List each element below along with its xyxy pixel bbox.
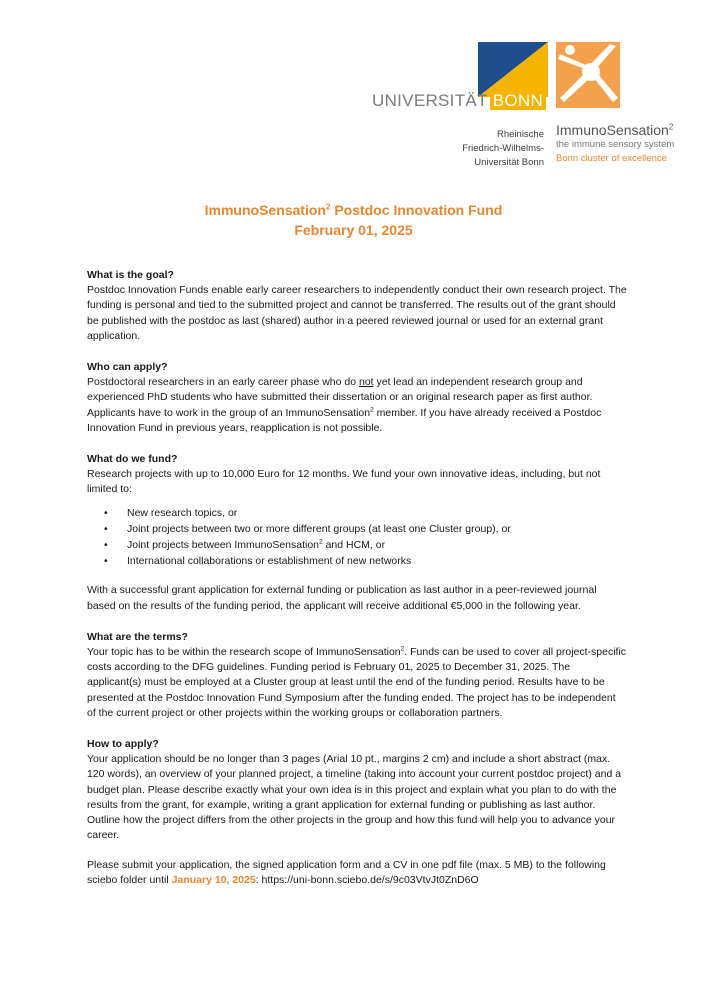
immunosensation-logo-icon [556,42,620,108]
cluster-name [556,122,706,138]
university-name-main: UNIVERSITÄT [372,91,488,110]
address-line: Friedrich-Wilhelms- [462,143,544,154]
university-wordmark [372,91,546,111]
document-title-block [0,200,707,240]
university-address [440,128,544,170]
title-sup: 2 [326,202,331,212]
title-prefix: ImmunoSensation [204,202,326,218]
section-text: Your application should be no longer than 3 pages (Arial 10 pt., margins 2 cm) and include a short abstract (max. 120 words), an overview of your planned project, a timeline (taking into account your current postdoc project) and a budget plan. Please describe exactly what your own idea is in this project and explain what you plan to do with the results from the grant, for example, writing a grant application for external funding or publishing as last author. Outline how the project differs from the other projects in the group and how this fund will help you to advance your career. [87,753,622,842]
sciebo-link[interactable]: https://uni-bonn.sciebo.de/s/9c03VtvJt0ZnD6O [261,873,479,886]
section-who-can-apply [87,360,627,436]
section-what-we-fund [87,452,627,614]
university-name-city: BONN [490,91,546,110]
superscript: 2 [370,406,374,414]
funding-bullet-list [87,506,627,570]
deadline-date: January 10, 2025 [171,873,256,886]
document-title [0,200,707,220]
section-goal [87,268,627,344]
underlined-word: not [358,376,374,389]
cluster-name-text: ImmunoSensation [556,122,669,138]
text-run: . Funds can be used to cover all project-specific costs according to the DFG guidelines. Funding period is February 01, 2025 to December 31, 2025. The applicant(s) must be employed at a Cluster group at least until the end of the funding period. Results have to be presented at the Postdoc Innovation Fund Symposium after the funding ended. The project has to be independent of the current project or other projects within the working groups or collaboration partners. [87,646,627,719]
section-text: Postdoc Innovation Funds enable early career researchers to independently conduct their own research project. The funding is personal and tied to the submitted project and cannot be transferred. The results out of the grant should be published with the postdoc as last (shared) author in a peered reviewed journal or used for an external grant application. [87,284,627,342]
cluster-excellence: Bonn cluster of excellence [556,153,667,164]
text-run: : [255,873,262,886]
document-body [87,268,627,904]
section-text: With a successful grant application for external funding or publication as last author in a peer-reviewed journal based on the results of the funding period, the applicant will receive additional €5,000 in the following year. [87,584,597,612]
cluster-name-sup: 2 [668,122,674,132]
cluster-info [556,122,706,166]
section-how-to-apply [87,737,627,888]
section-text [87,645,627,721]
cluster-tagline: the immune sensory system [556,139,675,150]
section-text [87,375,627,436]
section-terms [87,630,627,721]
section-heading: What is the goal? [87,269,174,281]
text-run: Your topic has to be within the research scope of ImmunoSensation [87,646,401,659]
section-heading: How to apply? [87,738,159,751]
text-run: member. If you have already received a Postdoc Innovation Fund in previous years, reapplication is not possible. [87,406,602,434]
address-line: Rheinische [497,129,544,140]
list-item: • International collaborations or establishment of new networks [127,554,627,569]
list-item [127,538,627,553]
address-line: Universität Bonn [474,157,544,168]
university-bonn-logo [372,42,548,112]
list-item: • New research topics, or [127,506,627,521]
section-heading: Who can apply? [87,361,168,374]
university-logo-squares-icon [478,42,548,97]
text-run: Postdoctoral researchers in an early career phase who do [87,376,359,389]
text-run: and HCM, or [322,539,386,552]
document-date: February 01, 2025 [294,222,413,238]
text-run: Joint projects between ImmunoSensation [127,539,320,552]
text-run: yet lead an independent research group and experienced PhD students who have submitted their dissertation or an original research paper as first author. Applicants have to work in the group of an ImmunoSensation [87,376,593,419]
superscript: 2 [400,645,405,653]
section-heading: What are the terms? [87,630,188,643]
text-run: Please submit your application, the signed application form and a CV in one pdf file (max. 5 MB) to the following sciebo folder until [87,858,606,886]
list-item: • Joint projects between two or more different groups (at least one Cluster group), or [127,522,627,537]
superscript: 2 [319,538,323,546]
section-text: Research projects with up to 10,000 Euro for 12 months. We fund your own innovative ideas, including, but not limited to: [87,468,601,496]
section-heading: What do we fund? [87,453,178,466]
title-suffix: Postdoc Innovation Fund [330,202,503,218]
submission-instructions [87,858,627,888]
